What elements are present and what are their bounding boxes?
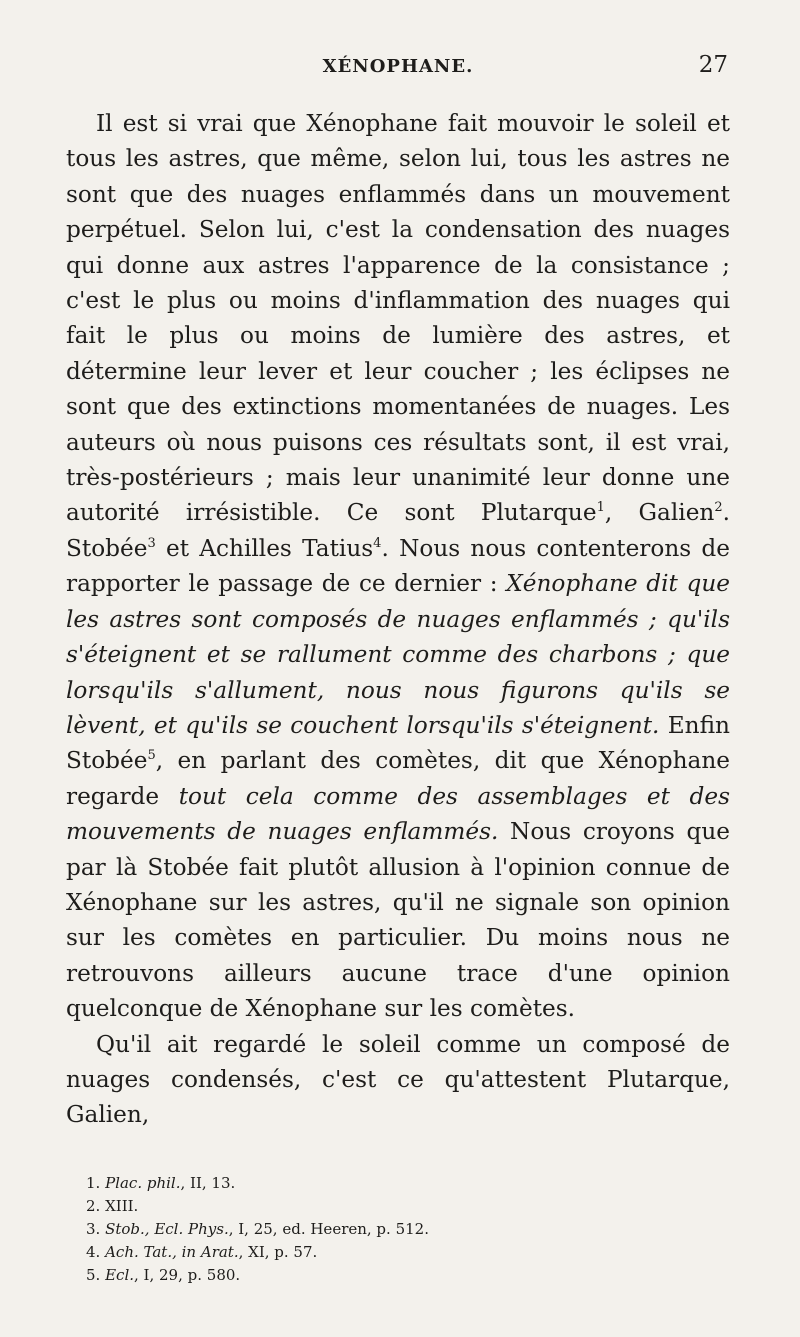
footnotes xyxy=(86,1172,726,1287)
footnote-ref: 3 xyxy=(147,535,156,551)
footnote-number: 4. xyxy=(86,1243,101,1261)
footnote-2 xyxy=(86,1195,726,1218)
footnote-ref: 2 xyxy=(714,500,723,516)
footnote-5 xyxy=(86,1264,726,1287)
text-run: . Nous nous contenterons de rapporter le passage de ce dernier : xyxy=(66,534,730,598)
footnote-work: Plac. phil. xyxy=(105,1174,181,1192)
footnote-number: 2. xyxy=(86,1197,101,1215)
text-run: , Galien xyxy=(604,499,715,527)
page-header xyxy=(66,52,730,86)
footnote-work: Ach. Tat., in Arat. xyxy=(105,1243,239,1261)
footnote-ref: 1 xyxy=(596,500,605,516)
text-run: Nous croyons que par là Stobée fait plutôt allusion à l'opinion connue de Xénophane sur les astres, qu'il ne signale son opinion sur les comètes en particulier. Du moins nous ne retrouvons ailleurs aucune trace d'une opinion quelconque de Xénophane sur les comètes. xyxy=(66,818,730,1023)
quotation-italic: Xénophane dit que les astres sont composés de nuages enflammés ; qu'ils s'éteignent et se rallument comme des charbons ; que lorsqu'ils s'allument, nous nous figurons qu'ils se lèvent, et qu'ils se couchent lorsqu'ils s'éteignent. xyxy=(66,570,730,739)
footnote-ref-text: , XI, p. 57. xyxy=(238,1243,318,1261)
text-run: Enfin Stobée xyxy=(66,711,730,775)
footnote-ref-text: , I, 25, ed. Heeren, p. 512. xyxy=(228,1220,429,1238)
footnote-work: Ecl. xyxy=(105,1266,135,1284)
footnote-ref-text: XIII. xyxy=(105,1197,139,1215)
footnote-4 xyxy=(86,1241,726,1264)
footnote-3 xyxy=(86,1218,726,1241)
footnote-number: 5. xyxy=(86,1266,101,1284)
paragraph-2: Qu'il ait regardé le soleil comme un composé de nuages condensés, c'est ce qu'attestent Plutarque, Galien, xyxy=(66,1030,730,1129)
text-run: Il est si vrai que Xénophane fait mouvoir le soleil et tous les astres, que même, selon lui, tous les astres ne sont que des nuages enflammés dans un mouvement perpétuel. Selon lui, c'est la condensation des nuages qui donne aux astres l'apparence de la consistance ; c'est le plus ou moins d'inflammation des nuages qui fait le plus ou moins de lumière des astres, et détermine leur lever et leur coucher ; les éclipses ne sont que des extinctions momentanées de nuages. Les auteurs où nous puisons ces résultats sont, il est vrai, très-postérieurs ; mais leur unanimité leur donne une autorité irrésistible. Ce sont Plutarque xyxy=(66,110,730,527)
main-text xyxy=(66,106,730,1133)
footnote-ref: 4 xyxy=(373,535,382,551)
text-run: , en parlant des comètes, dit que Xénophane regarde xyxy=(66,747,730,810)
footnote-number: 3. xyxy=(86,1220,101,1238)
running-title: XÉNOPHANE. xyxy=(322,56,474,77)
page-number: 27 xyxy=(698,52,728,78)
footnote-ref-text: , II, 13. xyxy=(180,1174,236,1192)
text-run: et Achilles Tatius xyxy=(155,534,374,562)
footnote-ref-text: , I, 29, p. 580. xyxy=(134,1266,241,1284)
text-run: . Stobée xyxy=(66,499,731,562)
footnote-work: Stob., Ecl. Phys. xyxy=(105,1220,229,1238)
quotation-italic: tout cela comme des assemblages et des mouvements de nuages enflammés. xyxy=(66,782,730,846)
footnote-1 xyxy=(86,1172,726,1195)
footnote-ref: 5 xyxy=(147,748,156,764)
footnote-number: 1. xyxy=(86,1174,101,1192)
paragraph-1 xyxy=(66,106,730,1027)
